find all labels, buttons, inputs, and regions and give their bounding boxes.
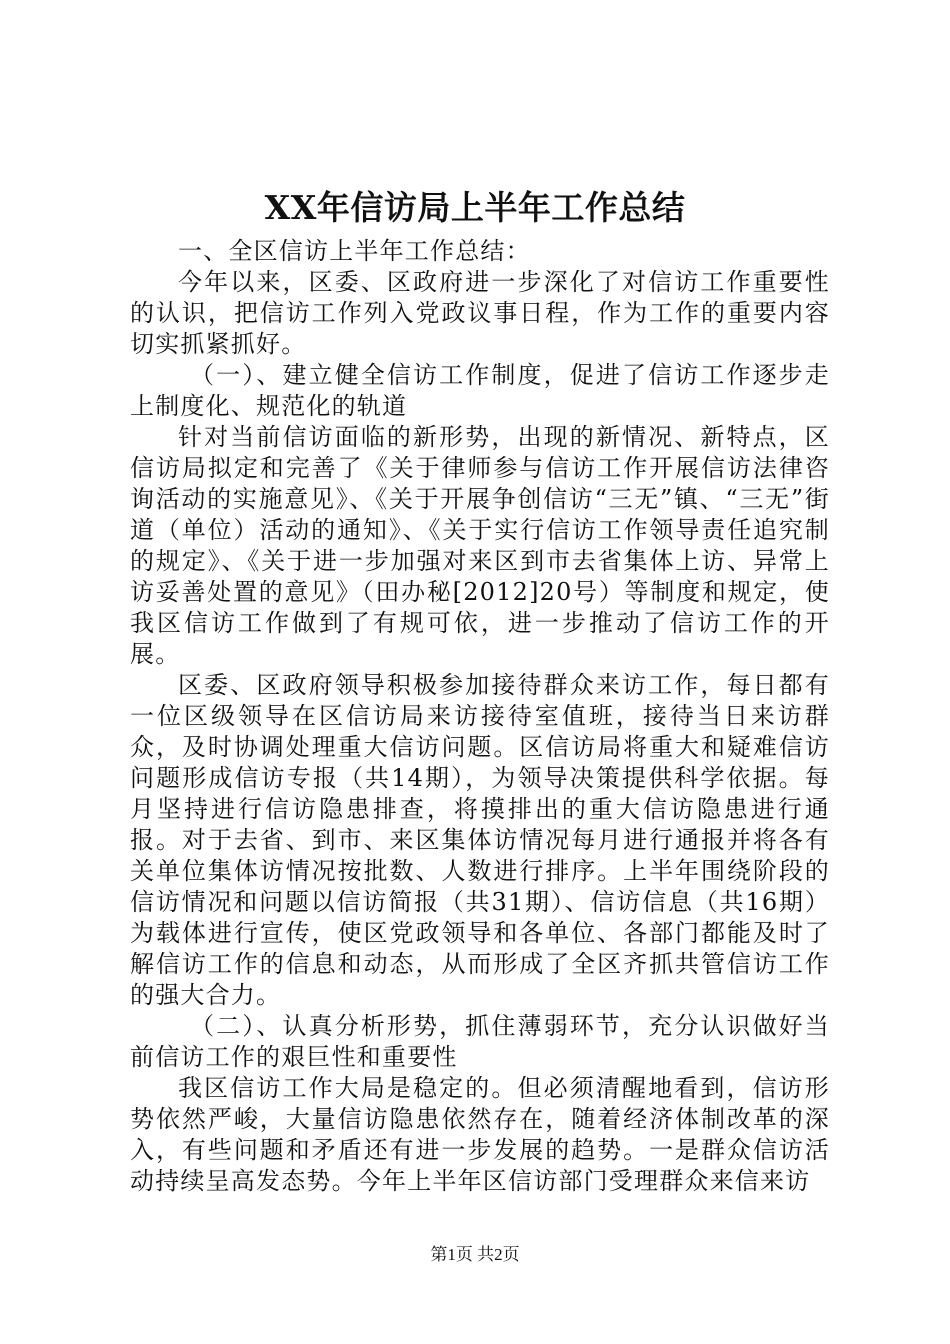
section-heading: 一、全区信访上半年工作总结： xyxy=(178,237,531,265)
document-title: XX年信访局上半年工作总结 xyxy=(264,188,686,227)
body-paragraph: 区委、区政府领导积极参加接待群众来访工作，每日都有一位区级领导在区信访局来访接待室值班，接待当日来访群众，及时协调处理重大信访问题。区信访局将重大和疑难信访问题形成信访专报（共14期），为领导决策提供科学依据。每月坚持进行信访隐患排查，将摸排出的重大信访隐患进行通报。对于去省、到市、来区集体访情况每月进行通报并将各有关单位集体访情况按批数、人数进行排序。上半年围绕阶段的信访情况和问题以信访简报（共31期）、信访信息（共16期）为载体进行宣传，使区党政领导和各单位、各部门都能及时了解信访工作的信息和动态，从而形成了全区齐抓共管信访工作的强大合力。 xyxy=(130,671,830,1009)
subsection-heading: （二）、认真分析形势，抓住薄弱环节，充分认识做好当前信访工作的艰巨性和重要性 xyxy=(130,1012,830,1071)
body-paragraph: 我区信访工作大局是稳定的。但必须清醒地看到，信访形势依然严峻，大量信访隐患依然存在，随着经济体制改革的深入，有些问题和矛盾还有进一步发展的趋势。一是群众信访活动持续呈高发态势。今年上半年区信访部门受理群众来信来访 xyxy=(130,1074,830,1195)
subsection-heading: （一）、建立健全信访工作制度，促进了信访工作逐步走上制度化、规范化的轨道 xyxy=(130,361,830,420)
body-paragraph: 针对当前信访面临的新形势，出现的新情况、新特点，区信访局拟定和完善了《关于律师参与信访工作开展信访法律咨询活动的实施意见》、《关于开展争创信访“三无”镇、“三无”街道（单位）活动的通知》、《关于实行信访工作领导责任追究制的规定》、《关于进一步加强对来区到市去省集体上访、异常上访妥善处置的意见》（田办秘[2012]20号）等制度和规定，使我区信访工作做到了有规可依，进一步推动了信访工作的开展。 xyxy=(130,423,830,668)
body-paragraph: 今年以来，区委、区政府进一步深化了对信访工作重要性的认识，把信访工作列入党政议事日程，作为工作的重要内容切实抓紧抓好。 xyxy=(130,268,830,358)
document-body xyxy=(130,236,830,1197)
page-footer: 第1页 共2页 xyxy=(430,1245,520,1264)
